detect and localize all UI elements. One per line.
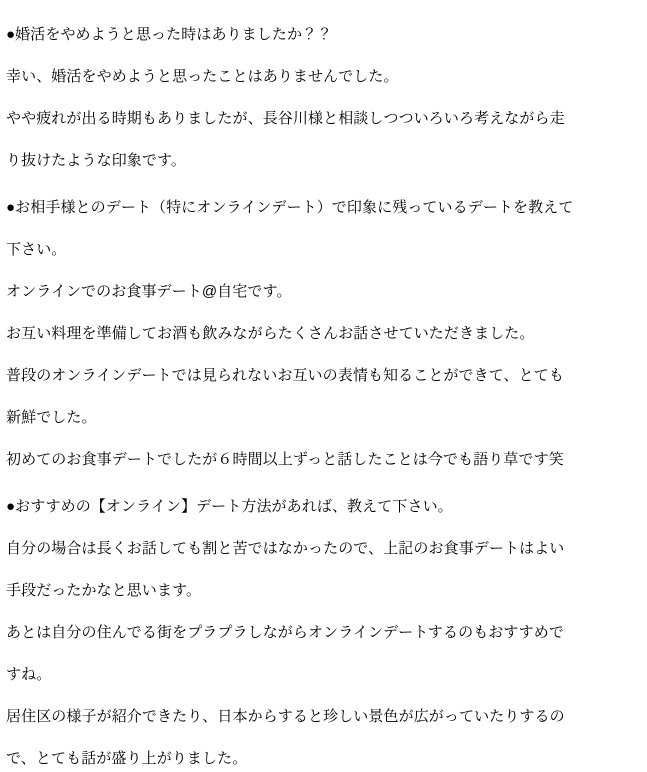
answer-line: 初めてのお食事デートでしたが６時間以上ずっと話したことは今でも語り草です笑 [6,451,564,468]
answer-line: 居住区の様子が紹介できたり、日本からすると珍しい景色が広がっていたりするの [6,708,565,725]
answer-line: やや疲れが出る時期もありましたが、長谷川様と相談しつついろいろ考えながら走 [6,110,565,127]
answer-line: 手段だったかなと思います。 [6,582,202,599]
answer-line: り抜けたような印象です。 [6,152,187,169]
question-text: ●おすすめの【オンライン】デート方法があれば、教えて下さい。 [6,498,453,515]
answer-line: で、とても話が盛り上がりました。 [6,750,248,767]
answer-line: すね。 [6,666,52,683]
qa-block-2 [6,194,639,473]
qa-block-1 [6,21,639,174]
qa-block-3 [6,493,639,772]
answer-line: 幸い、婚活をやめようと思ったことはありませんでした。 [6,68,399,85]
question-text-continued: 下さい。 [6,241,67,258]
answer-line: あとは自分の住んでる街をプラプラしながらオンラインデートするのもおすすめで [6,624,564,641]
answer-line: お互い料理を準備してお酒も飲みながらたくさんお話させていただきました。 [6,325,535,342]
question-text: ●お相手様とのデート（特にオンラインデート）で印象に残っているデートを教えて [6,199,574,216]
answer-line: オンラインでのお食事デート@自宅です。 [6,283,292,300]
answer-line: 新鮮でした。 [6,409,97,426]
answer-line: 自分の場合は長くお話しても割と苦ではなかったので、上記のお食事デートはよい [6,540,565,557]
question-text: ●婚活をやめようと思った時はありましたか？？ [6,26,333,43]
answer-line: 普段のオンラインデートでは見られないお互いの表情も知ることができて、とても [6,367,564,384]
